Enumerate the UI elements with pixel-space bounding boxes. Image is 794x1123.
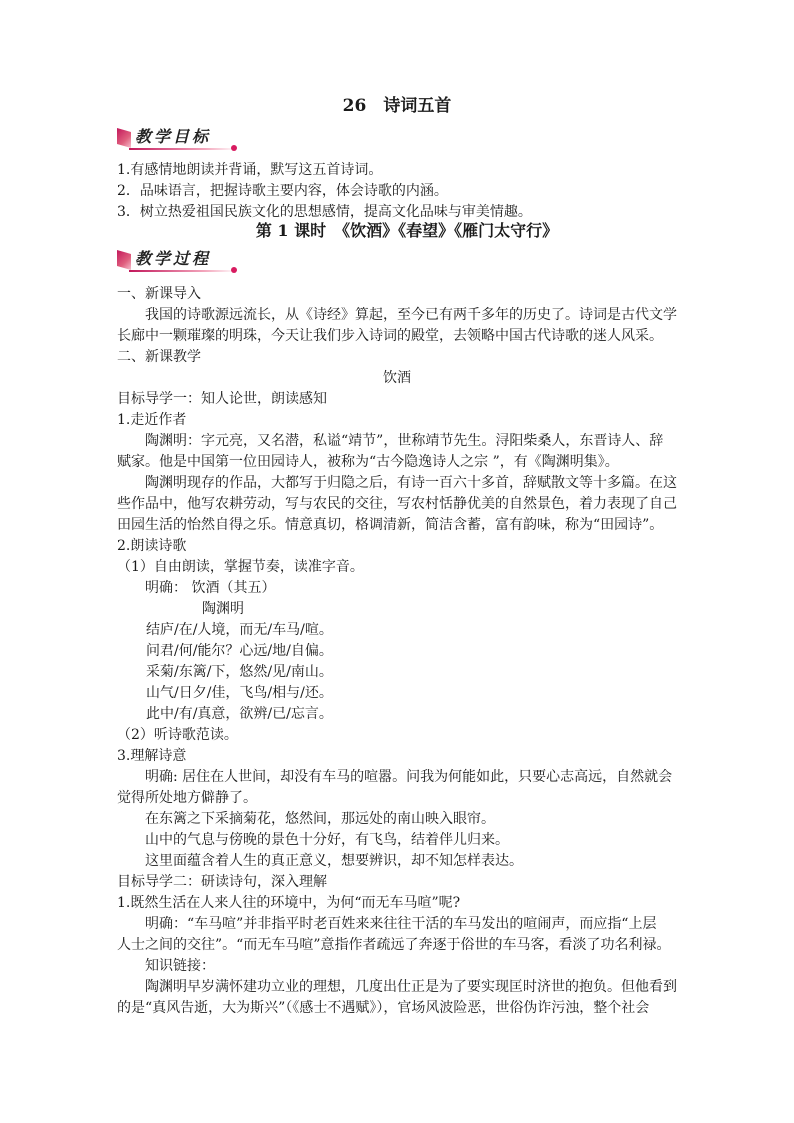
poem-heading: 饮酒 — [383, 370, 411, 386]
paragraph-line: 觉得所处地方僻静了。 — [117, 790, 257, 806]
section-badge-goals — [117, 126, 237, 150]
paragraph-line: （2）听诗歌范读。 — [117, 727, 238, 743]
paragraph-line: 明确: 居住在人世间，却没有车马的喧嚣。问我为何能如此，只要心志高远，自然就会 — [145, 769, 673, 785]
poem-line: 问君/何/能尔？心远/地/自偏。 — [146, 643, 333, 659]
lesson-title: 第 1 课时 《饮酒》《春望》《雁门太守行》 — [255, 221, 559, 240]
paragraph-line: 山中的气息与傍晚的景色十分好，有飞鸟，结着伴儿归来。 — [145, 832, 509, 848]
poet-name: 陶渊明 — [202, 601, 244, 617]
poem-line: 山气/日夕/佳，飞鸟/相与/还。 — [146, 685, 333, 701]
underline-decoration — [129, 148, 237, 150]
paragraph-line: 明确：“车马喧”并非指平时老百姓来来往往干活的车马发出的喧闹声，而应指“上层 — [145, 916, 657, 932]
knowledge-link-label: 知识链接： — [145, 958, 215, 974]
paragraph-line: 明确： 饮酒（其五） — [145, 580, 276, 596]
paragraph-line: 人士之间的交往”。“而无车马喧”意指作者疏远了奔逐于俗世的车马客，看淡了功名利禄。 — [117, 937, 671, 953]
paragraph-line: 这里面蕴含着人生的真正意义，想要辨识，却不知怎样表达。 — [145, 853, 523, 869]
paragraph-line: 些作品中，他写农耕劳动，写与农民的交往，写农村恬静优美的自然景色，着力表现了自己 — [117, 496, 677, 512]
question-line: 1.既然生活在人来人往的环境中，为何“而无车马喧”呢? — [117, 895, 461, 911]
poem-line: 此中/有/真意，欲辨/已/忘言。 — [146, 706, 333, 722]
part-heading: 二、新课教学 — [117, 349, 201, 365]
dot-decoration — [231, 267, 237, 273]
paragraph-line: 赋家。他是中国第一位田园诗人，被称为“古今隐逸诗人之宗 ”，有《陶渊明集》。 — [117, 454, 619, 470]
paragraph-line: 在东篱之下采摘菊花，悠然间，那远处的南山映入眼帘。 — [145, 811, 495, 827]
goal-heading: 目标导学二：研读诗句，深入理解 — [117, 874, 327, 890]
poem-line: 结庐/在/人境，而无/车马/喧。 — [146, 622, 333, 638]
section-badge-process — [117, 248, 237, 272]
paragraph-line: 田园生活的怡然自得之乐。情意真切，格调清新，简洁含蓄，富有韵味，称为“田园诗”。 — [117, 517, 664, 533]
pink-flag-icon — [117, 250, 131, 270]
part-heading: 一、新课导入 — [117, 286, 201, 302]
goal-heading: 目标导学一：知人论世，朗读感知 — [117, 391, 327, 407]
step-heading: 3.理解诗意 — [117, 748, 187, 764]
goal-item: 1.有感情地朗读并背诵，默写这五首诗词。 — [117, 162, 383, 178]
paragraph-line: （1）自由朗读，掌握节奏，读准字音。 — [117, 559, 364, 575]
paragraph-line: 陶渊明现存的作品，大都写于归隐之后，有诗一百六十多首，辞赋散文等十多篇。在这 — [145, 475, 677, 491]
paragraph-line: 长廊中一颗璀璨的明珠，今天让我们步入诗词的殿堂，去领略中国古代诗歌的迷人风采。 — [117, 328, 663, 344]
underline-decoration — [129, 270, 237, 272]
pink-flag-icon — [117, 128, 131, 148]
paragraph-line: 我国的诗歌源远流长，从《诗经》算起，至今已有两千多年的历史了。诗词是古代文学 — [145, 307, 677, 323]
paragraph-line: 陶渊明：字元亮，又名潜，私谥“靖节”，世称靖节先生。浔阳柴桑人，东晋诗人、辞 — [145, 433, 664, 449]
poem-line: 采菊/东篱/下，悠然/见/南山。 — [146, 664, 333, 680]
dot-decoration — [231, 145, 237, 151]
paragraph-line: 陶渊明早岁满怀建功立业的理想，几度出仕正是为了要实现匡时济世的抱负。但他看到 — [145, 979, 677, 995]
paragraph-line: 的是“真风告逝，大为斯兴”（《感士不遇赋》），官场风波险恶，世俗伪诈污浊，整个社会 — [117, 1000, 650, 1016]
section-label-goals: 教学目标 — [135, 127, 212, 146]
step-heading: 2.朗读诗歌 — [117, 538, 187, 554]
page-title: 26 诗词五首 — [342, 96, 452, 116]
goal-item: 2．品味语言，把握诗歌主要内容，体会诗歌的内涵。 — [117, 183, 448, 199]
goal-item: 3．树立热爱祖国民族文化的思想感情，提高文化品味与审美情趣。 — [117, 204, 532, 220]
step-heading: 1.走近作者 — [117, 412, 187, 428]
section-label-process: 教学过程 — [135, 249, 212, 268]
